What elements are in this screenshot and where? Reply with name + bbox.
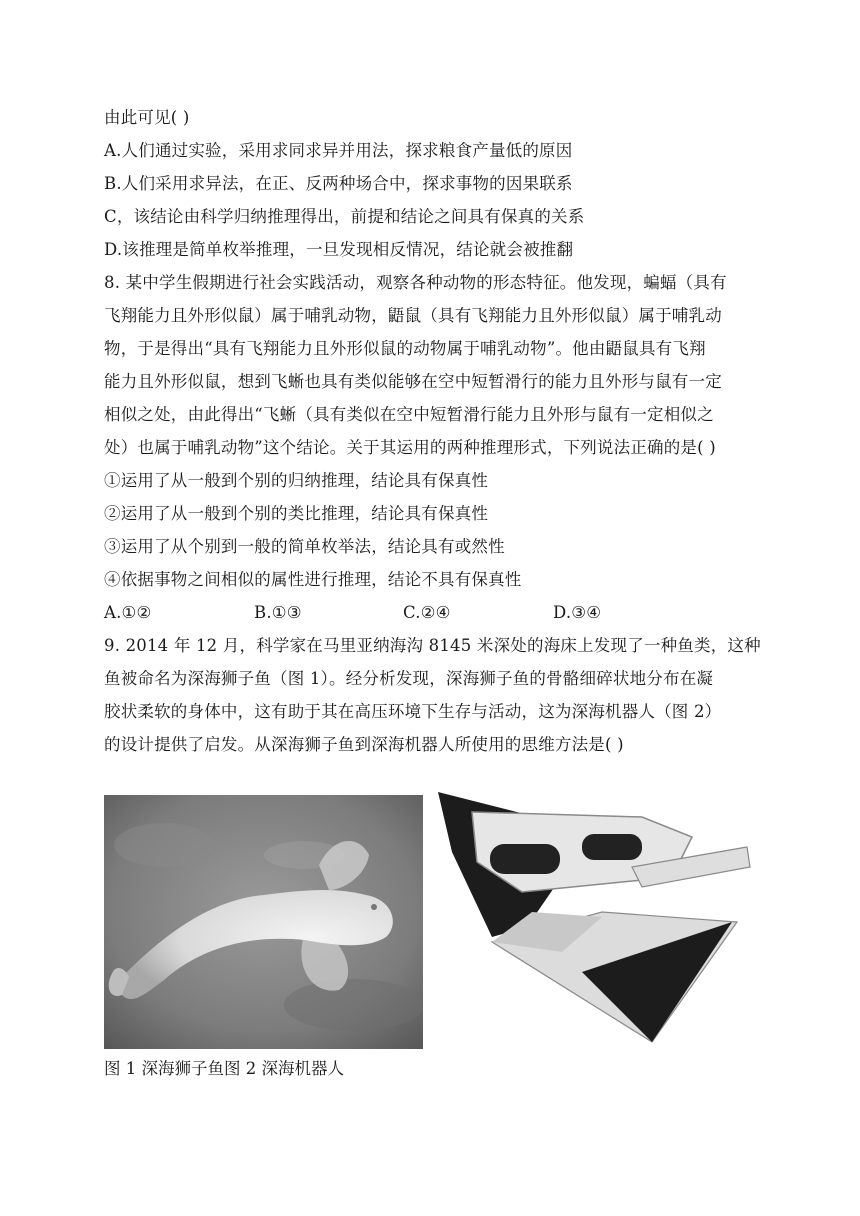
q8-statement-3: ③运用了从个别到一般的简单枚举法，结论具有或然性 <box>104 537 505 556</box>
q8-options <box>104 602 601 624</box>
q8-line-2: 飞翔能力且外形似鼠）属于哺乳动物，鼯鼠（具有飞翔能力且外形似鼠）属于哺乳动 <box>104 306 722 325</box>
figure-2-deep-sea-robot <box>432 792 754 1046</box>
q9-line-1: 9. 2014 年 12 月，科学家在马里亚纳海沟 8145 米深处的海床上发现了一种鱼类，这种 <box>104 636 761 655</box>
q7-option-d: D.该推理是简单枚举推理，一旦发现相反情况，结论就会被推翻 <box>104 240 574 259</box>
q7-option-b: B.人们采用求异法，在正、反两种场合中，探求事物的因果联系 <box>104 174 573 193</box>
q7-option-a: A.人们通过实验，采用求同求异并用法，探求粮食产量低的原因 <box>104 141 573 160</box>
q8-statement-1: ①运用了从一般到个别的归纳推理，结论具有保真性 <box>104 471 489 490</box>
q8-line-4: 能力且外形似鼠，想到飞蜥也具有类似能够在空中短暂滑行的能力且外形与鼠有一定 <box>104 372 722 391</box>
q9-line-3: 胶状柔软的身体中，这有助于其在高压环境下生存与活动，这为深海机器人（图 2） <box>104 702 722 721</box>
q8-statement-4: ④依据事物之间相似的属性进行推理，结论不具有保真性 <box>104 570 522 589</box>
q7-option-c: C，该结论由科学归纳推理得出，前提和结论之间具有保真的关系 <box>104 207 585 226</box>
figure-1-snailfish-photo <box>104 795 423 1049</box>
q8-line-1: 8. 某中学生假期进行社会实践活动，观察各种动物的形态特征。他发现，蝙蝠（具有 <box>104 273 727 292</box>
q8-line-6: 处）也属于哺乳动物”这个结论。关于其运用的两种推理形式，下列说法正确的是( ) <box>104 438 716 457</box>
q7-stem-tail: 由此可见( ) <box>104 108 190 127</box>
q9-line-2: 鱼被命名为深海狮子鱼（图 1）。经分析发现，深海狮子鱼的骨骼细碎状地分布在凝 <box>104 669 714 688</box>
figure-caption: 图 1 深海狮子鱼图 2 深海机器人 <box>104 1059 344 1078</box>
q8-statement-2: ②运用了从一般到个别的类比推理，结论具有保真性 <box>104 504 489 523</box>
q8-option-d: D.③④ <box>553 603 602 622</box>
q8-option-a: A.①② <box>104 603 152 622</box>
q9-line-4: 的设计提供了启发。从深海狮子鱼到深海机器人所使用的思维方法是( ) <box>104 735 624 754</box>
q8-line-3: 物，于是得出“具有飞翔能力且外形似鼠的动物属于哺乳动物”。他由鼯鼠具有飞翔 <box>104 339 706 358</box>
q8-option-b: B.①③ <box>254 603 302 622</box>
q8-line-5: 相似之处，由此得出“飞蜥（具有类似在空中短暂滑行能力且外形与鼠有一定相似之 <box>104 405 714 424</box>
q8-option-c: C.②④ <box>403 603 451 622</box>
